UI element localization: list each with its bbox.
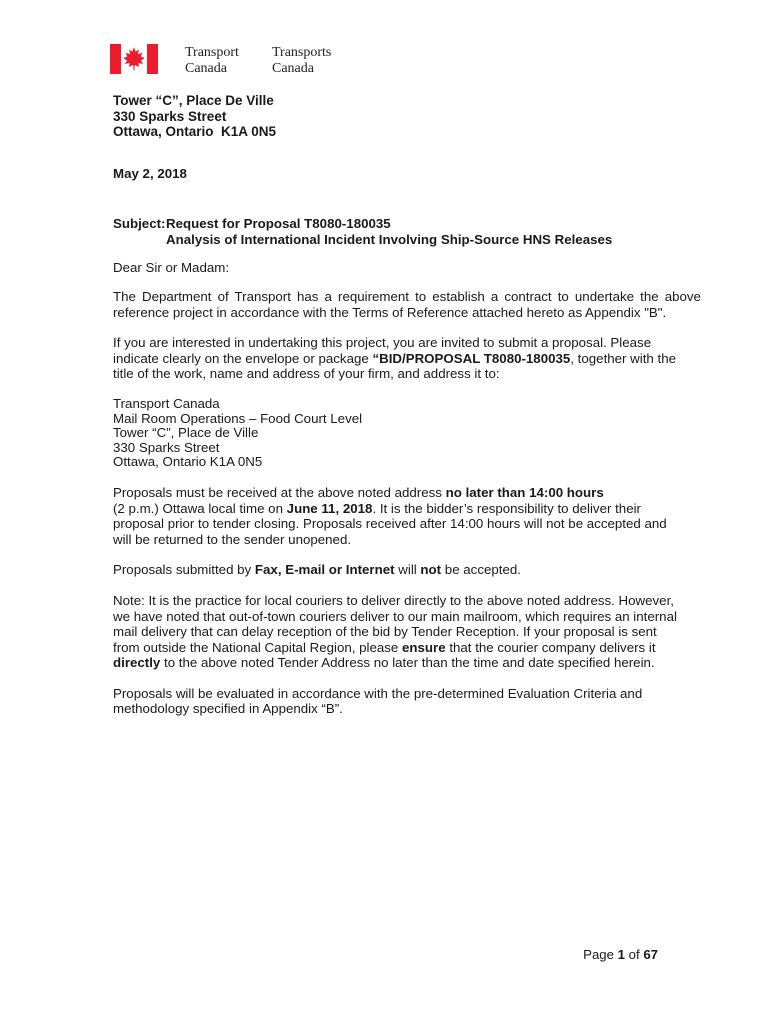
- text: , together with the: [570, 350, 676, 366]
- text-line: [113, 366, 661, 382]
- text-line: [113, 562, 661, 578]
- page-label: Page: [583, 947, 614, 962]
- text: Tower “C”, Place de Ville: [113, 425, 259, 441]
- salutation: Dear Sir or Madam:: [113, 260, 230, 275]
- text: that the courier company delivers it: [445, 639, 656, 655]
- text: If you are interested in undertaking this project, you are invited to submit a proposal. Please: [113, 335, 652, 351]
- text-line: [113, 655, 661, 671]
- text: The Department of Transport has a requirement to establish a contract to undertake the above: [113, 289, 701, 304]
- subject-label: Subject:: [113, 216, 166, 231]
- text: . It is the bidder’s responsibility to deliver their: [372, 500, 641, 516]
- paragraph-submission-invitation: [113, 335, 676, 382]
- subject-line: Analysis of International Incident Involving Ship-Source HNS Releases: [166, 231, 613, 247]
- wordmark-line: Transports: [272, 45, 332, 60]
- sender-address-line: Ottawa, Ontario K1A 0N5: [113, 124, 277, 140]
- wordmark-line: Canada: [185, 61, 227, 76]
- text-line: [113, 455, 661, 470]
- bold-text: June 11, 2018: [286, 500, 373, 516]
- text-line: [113, 686, 661, 702]
- text-line: [113, 412, 661, 427]
- text-line: [113, 426, 661, 441]
- bold-text: directly: [113, 655, 161, 671]
- bold-text: ensure: [402, 639, 446, 655]
- text-line: [113, 701, 661, 717]
- letter-date: May 2, 2018: [113, 166, 187, 181]
- text: Note: It is the practice for local couriers to deliver directly to the above noted address. However,: [113, 592, 674, 608]
- letter-body: [113, 289, 701, 732]
- text-line: [113, 289, 701, 305]
- text: Ottawa, Ontario K1A 0N5: [113, 454, 263, 470]
- text: 330 Sparks Street: [113, 439, 220, 455]
- text-line: [113, 350, 676, 367]
- text: be accepted.: [441, 562, 521, 578]
- text-line: [113, 608, 677, 625]
- subject-block: [113, 216, 612, 247]
- text: indicate clearly on the envelope or package: [113, 350, 373, 366]
- wordmark-line: Transport: [185, 45, 239, 60]
- paragraph-deadline: [113, 484, 667, 547]
- text: to the above noted Tender Address no later than the time and date specified herein.: [160, 655, 655, 671]
- text-line: [113, 516, 667, 532]
- text: Proposals submitted by: [113, 562, 255, 578]
- text-line: [113, 640, 661, 656]
- text: will be returned to the sender unopened.: [113, 531, 352, 547]
- bold-text: no later than 14:00 hours: [445, 484, 604, 500]
- page-footer: [113, 947, 658, 962]
- bold-text: “BID/PROPOSAL T8080-180035: [372, 350, 571, 366]
- subject-line: Request for Proposal T8080-180035: [166, 216, 391, 231]
- paragraph-requirement-intro: [113, 289, 701, 320]
- paragraph-delivery-address: [113, 397, 661, 470]
- text: proposal prior to tender closing. Proposals received after 14:00 hours will not be accepted and: [113, 516, 667, 532]
- text: title of the work, name and address of your firm, and address it to:: [113, 366, 500, 382]
- total-pages: 67: [643, 947, 658, 962]
- wordmark-transports-canada-fr: [272, 45, 331, 77]
- paragraph-evaluation: [113, 686, 661, 717]
- text: methodology specified in Appendix “B”.: [113, 701, 343, 717]
- text-line: [113, 485, 661, 501]
- wordmark-line: Canada: [272, 61, 314, 76]
- text: we have noted that out-of-town couriers deliver to our main mailroom, which requires an internal: [113, 608, 677, 624]
- bold-text: Fax, E-mail or Internet: [254, 562, 395, 578]
- text-line: [113, 441, 661, 456]
- text-line: [113, 335, 661, 351]
- sender-address-line: 330 Sparks Street: [113, 108, 227, 124]
- text-line: [113, 624, 661, 640]
- text: reference project in accordance with the Terms of Reference attached hereto as Appendix "B".: [113, 304, 667, 320]
- paragraph-courier-note: [113, 592, 677, 671]
- text: from outside the National Capital Region, please: [113, 639, 403, 655]
- text: Transport Canada: [113, 395, 220, 411]
- text-line: [113, 532, 661, 548]
- text: Proposals must be received at the above noted address: [113, 484, 446, 500]
- text-line: [113, 397, 661, 412]
- text-line: [113, 501, 661, 517]
- subject-lines: [166, 216, 612, 247]
- canada-flag-icon: [110, 44, 158, 74]
- text: (2 p.m.) Ottawa local time on: [113, 500, 287, 516]
- text-line: [113, 304, 667, 321]
- of-label: of: [628, 947, 640, 962]
- bold-text: not: [420, 562, 442, 578]
- wordmark-transport-canada-en: [185, 45, 239, 77]
- sender-address: [113, 93, 276, 140]
- text-line: [113, 592, 674, 609]
- sender-address-line: Tower “C”, Place De Ville: [113, 93, 274, 108]
- text: Mail Room Operations – Food Court Level: [113, 410, 363, 426]
- text: Proposals will be evaluated in accordance with the pre-determined Evaluation Criteria and: [113, 685, 643, 701]
- text: mail delivery that can delay reception of the bid by Tender Reception. If your proposal is sent: [113, 624, 657, 640]
- paragraph-no-electronic-submissions: [113, 562, 661, 578]
- text: will: [394, 562, 421, 578]
- page-number: 1: [617, 947, 625, 962]
